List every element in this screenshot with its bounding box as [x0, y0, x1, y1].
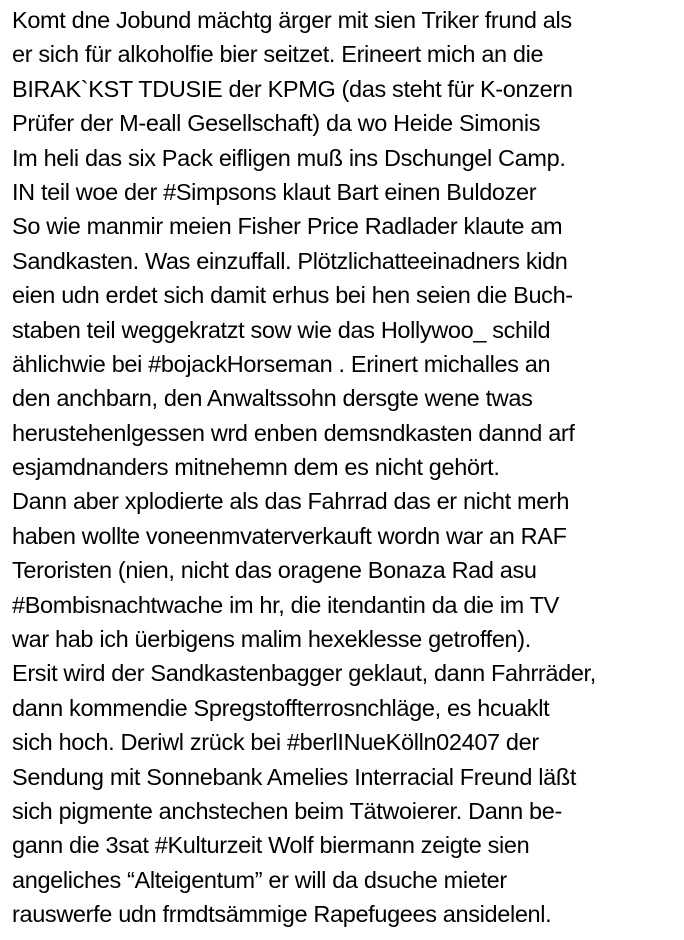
text-line: esjamdnanders mitnehemn dem es nicht gehört. — [12, 454, 500, 481]
text-line: staben teil weggekratzt sow wie das Hollywoo_ schild — [12, 316, 551, 343]
text-line: Sandkasten. Was einzuffall. Plötzlichatteeinadners kidn — [12, 247, 568, 274]
text-line: Ersit wird der Sandkastenbagger geklaut, dann Fahrräder, — [12, 660, 596, 687]
text-line: sich hoch. Deriwl zrück bei #berlINueKölln02407 der — [12, 729, 539, 756]
text-line: haben wollte voneenmvaterverkauft wordn war an RAF — [12, 522, 567, 549]
text-line: dann kommendie Spregstoffterrosnchläge, es hcuaklt — [12, 694, 550, 721]
text-line: Dann aber xplodierte als das Fahrrad das er nicht merh — [12, 488, 570, 515]
text-line: Im heli das six Pack eifligen muß ins Dschungel Camp. — [12, 144, 566, 171]
text-line: rauswerfe udn frmdtsämmige Rapefugees ansidelenl. — [12, 901, 552, 928]
text-line: IN teil woe der #Simpsons klaut Bart einen Buldozer — [12, 178, 537, 205]
text-line: Sendung mit Sonnebank Amelies Interracial Freund läßt — [12, 763, 577, 790]
text-line: Teroristen (nien, nicht das oragene Bonaza Rad asu — [12, 557, 537, 584]
text-line: sich pigmente anchstechen beim Tätwoierer. Dann be- — [12, 797, 562, 824]
text-line: Komt dne Jobund mächtg ärger mit sien Triker frund als — [12, 7, 572, 33]
text-line: angeliches “Alteigentum” er will da dsuche mieter — [12, 866, 507, 893]
text-line: BIRAK`KST TDUSIE der KPMG (das steht für K-onzern — [12, 75, 573, 102]
text-line: So wie manmir meien Fisher Price Radlader klaute am — [12, 213, 563, 240]
text-line: herustehenlgessen wrd enben demsndkasten dannd arf — [12, 419, 575, 446]
body-text — [12, 3, 680, 932]
text-line: gann die 3sat #Kulturzeit Wolf biermann zeigte sien — [12, 832, 530, 859]
text-line: er sich für alkoholfie bier seitzet. Erineert mich an die — [12, 41, 544, 68]
text-line: ählichwie bei #bojackHorseman . Erinert michalles an — [12, 350, 551, 377]
text-line: war hab ich üerbigens malim hexeklesse getroffen). — [12, 626, 531, 653]
text-line: #Bombisnachtwache im hr, die itendantin da die im TV — [12, 591, 559, 618]
text-line: Prüfer der M-eall Gesellschaft) da wo Heide Simonis — [12, 110, 541, 137]
text-line: eien udn erdet sich damit erhus bei hen seien die Buch- — [12, 282, 573, 309]
text-line: den anchbarn, den Anwaltssohn dersgte wene twas — [12, 385, 533, 412]
